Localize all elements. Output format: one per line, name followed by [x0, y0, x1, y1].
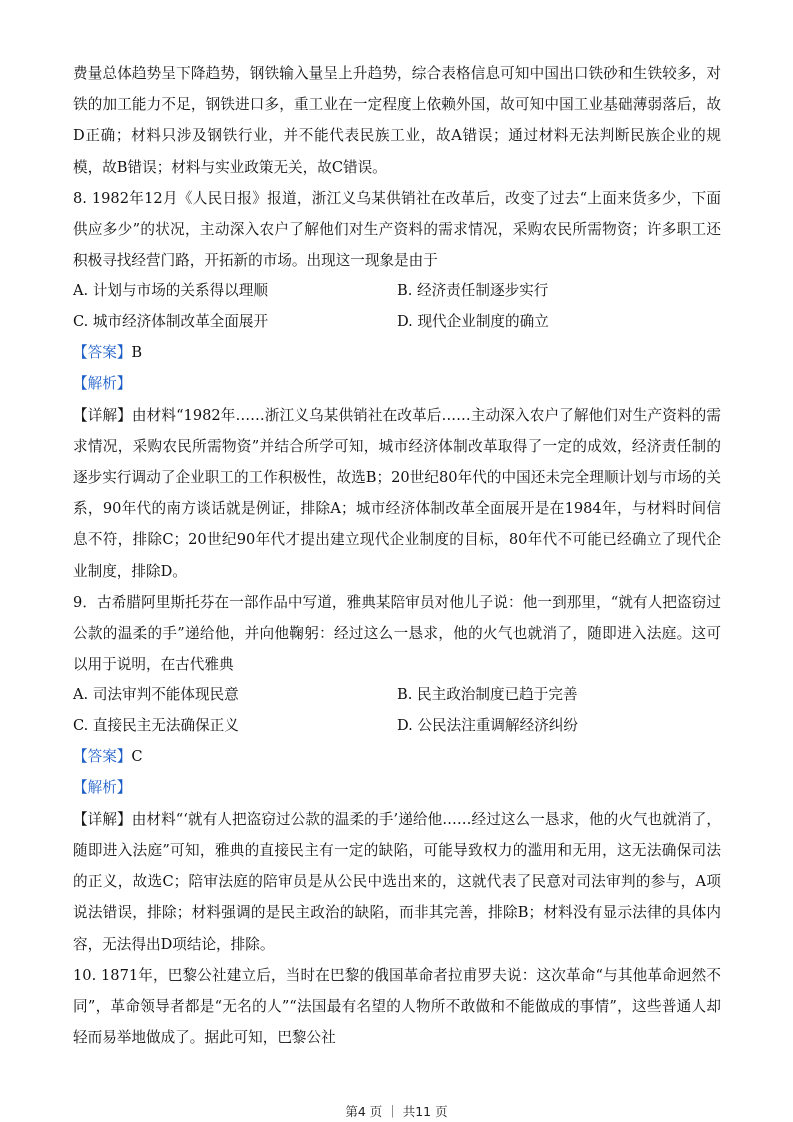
question-9-option-c: C. 直接民主无法确保正义 — [73, 716, 239, 734]
question-9-option-a: A. 司法审判不能体现民意 — [73, 686, 239, 704]
question-9-detail — [73, 804, 721, 960]
question-8-option-b: B. 经济责任制逐步实行 — [397, 282, 549, 300]
question-9-stem: 9．古希腊阿里斯托芬在一部作品中写道，雅典某陪审员对他儿子说：他一到那里，“就有人把盗窃过公款的温柔的手”递给他，并向他鞠躬：经过这么一恳求，他的火气也就消了，随即进入法庭。这可以用于说明，在古代雅典 — [73, 593, 721, 674]
question-8-option-a: A. 计划与市场的关系得以理顺 — [73, 282, 268, 300]
detail-text: 由材料“1982年……浙江义乌某供销社在改革后……主动深入农户了解他们对生产资料的需求情况，采购农民所需物资”并结合所学可知，城市经济体制改革取得了一定的成效，经济责任制的逐步实行调动了企业职工的工作积极性，故选B；20世纪80年代的中国还未完全理顺计划与市场的关系，90年代的南方谈话就是例证，排除A；城市经济体制改革全面展开是在1984年，与材料时间信息不符，排除C；20世纪90年代才提出建立现代企业制度的目标，80年代不可能已经确立了现代企业制度，排除D。 — [73, 406, 721, 580]
question-8-option-c: C. 城市经济体制改革全面展开 — [73, 312, 269, 330]
question-8-stem: 8. 1982年12月《人民日报》报道，浙江义乌某供销社在改革后，改变了过去“上面来货多少，下面供应多少”的状况，主动深入农户了解他们对生产资料的需求情况，采购农民所需物资；许多职工还积极寻找经营门路，开拓新的市场。出现这一现象是由于 — [73, 189, 721, 270]
detail-tag: 【详解】 — [73, 810, 132, 828]
question-9-analysis-heading — [73, 772, 721, 803]
answer-value: B — [131, 344, 143, 362]
page-content — [73, 58, 721, 1053]
question-10 — [73, 960, 721, 1054]
question-9-options — [73, 680, 721, 741]
question-8-detail — [73, 400, 721, 587]
question-10-stem: 10. 1871年，巴黎公社建立后，当时在巴黎的俄国革命者拉甫罗夫说：这次革命“与其他革命迥然不同”，革命领导者都是“无名的人”“法国最有名望的人物所不敢做和不能做成的事情”，这些普通人却轻而易举地做成了。据此可知，巴黎公社 — [73, 966, 721, 1047]
question-9-option-d: D. 公民法注重调解经济纠纷 — [397, 716, 578, 734]
detail-tag: 【详解】 — [73, 406, 132, 424]
analysis-tag: 【解析】 — [73, 375, 132, 393]
detail-text: 由材料“‘就有人把盗窃过公款的温柔的手’递给他……经过这么一恳求，他的火气也就消了，随即进入法庭”可知，雅典的直接民主有一定的缺陷，可能导致权力的滥用和无用，这无法确保司法的正义，故选C；陪审法庭的陪审员是从公民中选出来的，这就代表了民意对司法审判的参与，A项说法错误，排除；材料强调的是民主政治的缺陷，而非其完善，排除B；材料没有显示法律的具体内容，无法得出D项结论，排除。 — [73, 810, 721, 953]
answer-tag: 【答案】 — [73, 748, 132, 766]
question-8 — [73, 183, 721, 587]
question-9-answer — [73, 741, 721, 772]
question-9-option-b: B. 民主政治制度已趋于完善 — [397, 686, 578, 704]
question-8-analysis-heading — [73, 368, 721, 399]
answer-tag: 【答案】 — [73, 344, 132, 362]
analysis-tag: 【解析】 — [73, 779, 132, 797]
question-8-options — [73, 276, 721, 337]
page-footer: 第4 页 ｜ 共11 页 — [345, 1104, 448, 1119]
question-8-answer — [73, 337, 721, 368]
question-8-option-d: D. 现代企业制度的确立 — [397, 312, 549, 330]
answer-value: C — [131, 748, 143, 766]
question-9 — [73, 587, 721, 960]
previous-question-analysis: 费量总体趋势呈下降趋势，钢铁输入量呈上升趋势，综合表格信息可知中国出口铁砂和生铁较多，对铁的加工能力不足，钢铁进口多，重工业在一定程度上依赖外国，故可知中国工业基础薄弱落后，故D正确；材料只涉及钢铁行业，并不能代表民族工业，故A错误；通过材料无法判断民族企业的规模，故B错误；材料与实业政策无关，故C错误。 — [73, 65, 721, 176]
